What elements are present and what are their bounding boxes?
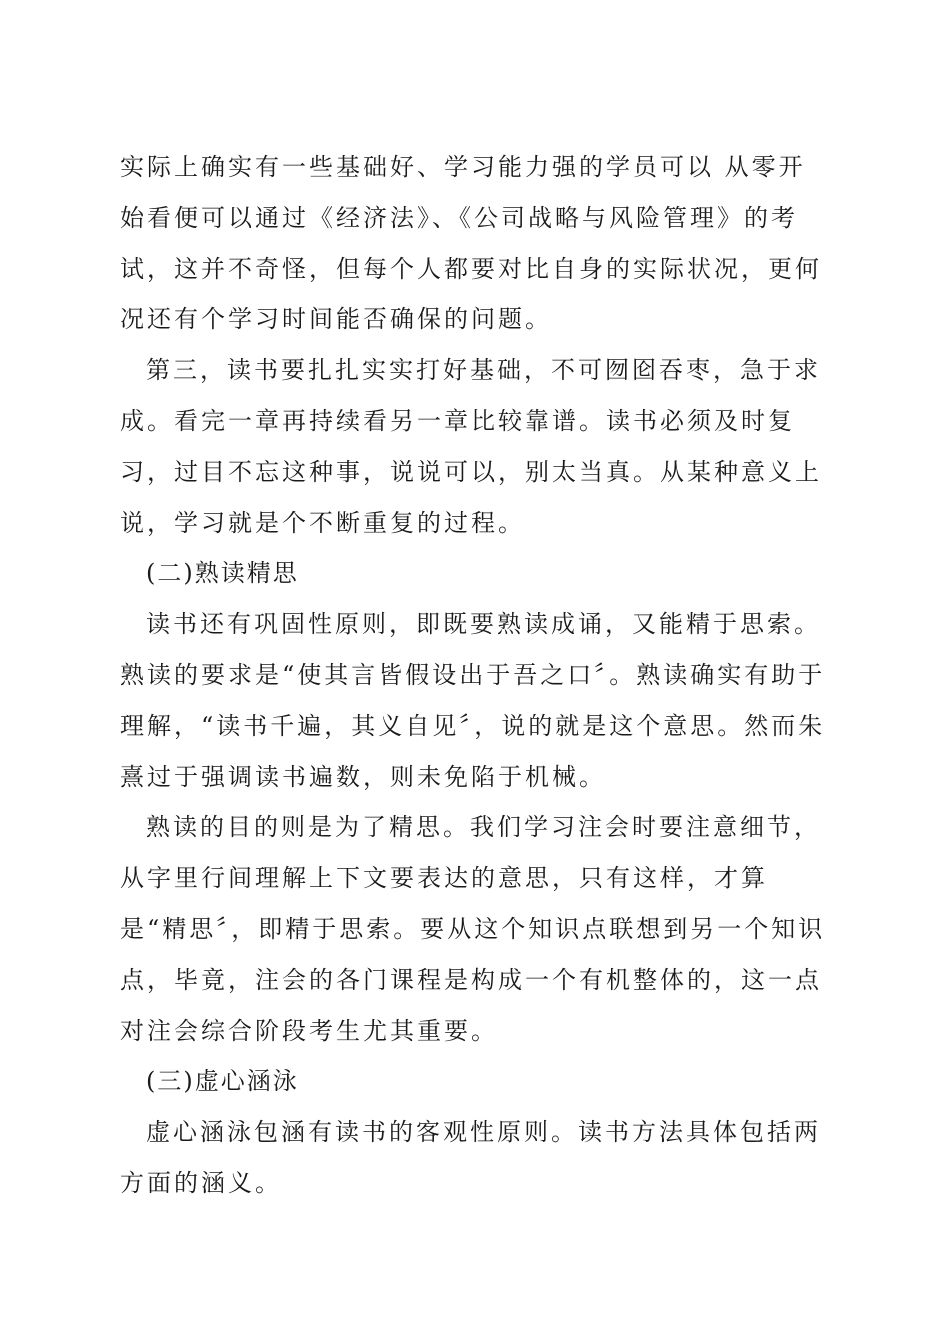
paragraph-intro: 实际上确实有一些基础好、学习能力强的学员可以 从零开始看便可以通过《经济法》、《公司战略与风险管理》的考试，这并不奇怪，但每个人都要对比自身的实际状况，更何况还有个学习时间能否确保的问题。: [120, 153, 822, 334]
document-body: [120, 142, 832, 1209]
paragraph-third-point: 第三，读书要扎扎实实打好基础，不可囫囵吞枣，急于求成。看完一章再持续看另一章比较靠谱。读书必须及时复习，过目不忘这种事，说说可以，别太当真。从某种意义上说，学习就是个不断重复的过程。: [120, 356, 822, 537]
section-heading-2: (二)熟读精思: [146, 559, 299, 588]
paragraph-humble-immersion: 虚心涵泳包涵有读书的客观性原则。读书方法具体包括两方面的涵义。: [120, 1118, 821, 1197]
paragraph-familiar-reading: 读书还有巩固性原则，即既要熟读成诵，又能精于思索。熟读的要求是“使其言皆假设出于吾之口〞。熟读确实有助于理解，“读书千遍，其义自见〞，说的就是这个意思。然而朱熹过于强调读书遍数，则未免陷于机械。: [120, 610, 826, 791]
paragraph-deep-thinking: 熟读的目的则是为了精思。我们学习注会时要注意细节，从字里行间理解上下文要表达的意思，只有这样，才算是“精思〞，即精于思索。要从这个知识点联想到另一个知识点，毕竟，注会的各门课程是构成一个有机整体的，这一点对注会综合阶段考生尤其重要。: [120, 813, 826, 1045]
section-heading-3: (三)虚心涵泳: [146, 1067, 299, 1096]
